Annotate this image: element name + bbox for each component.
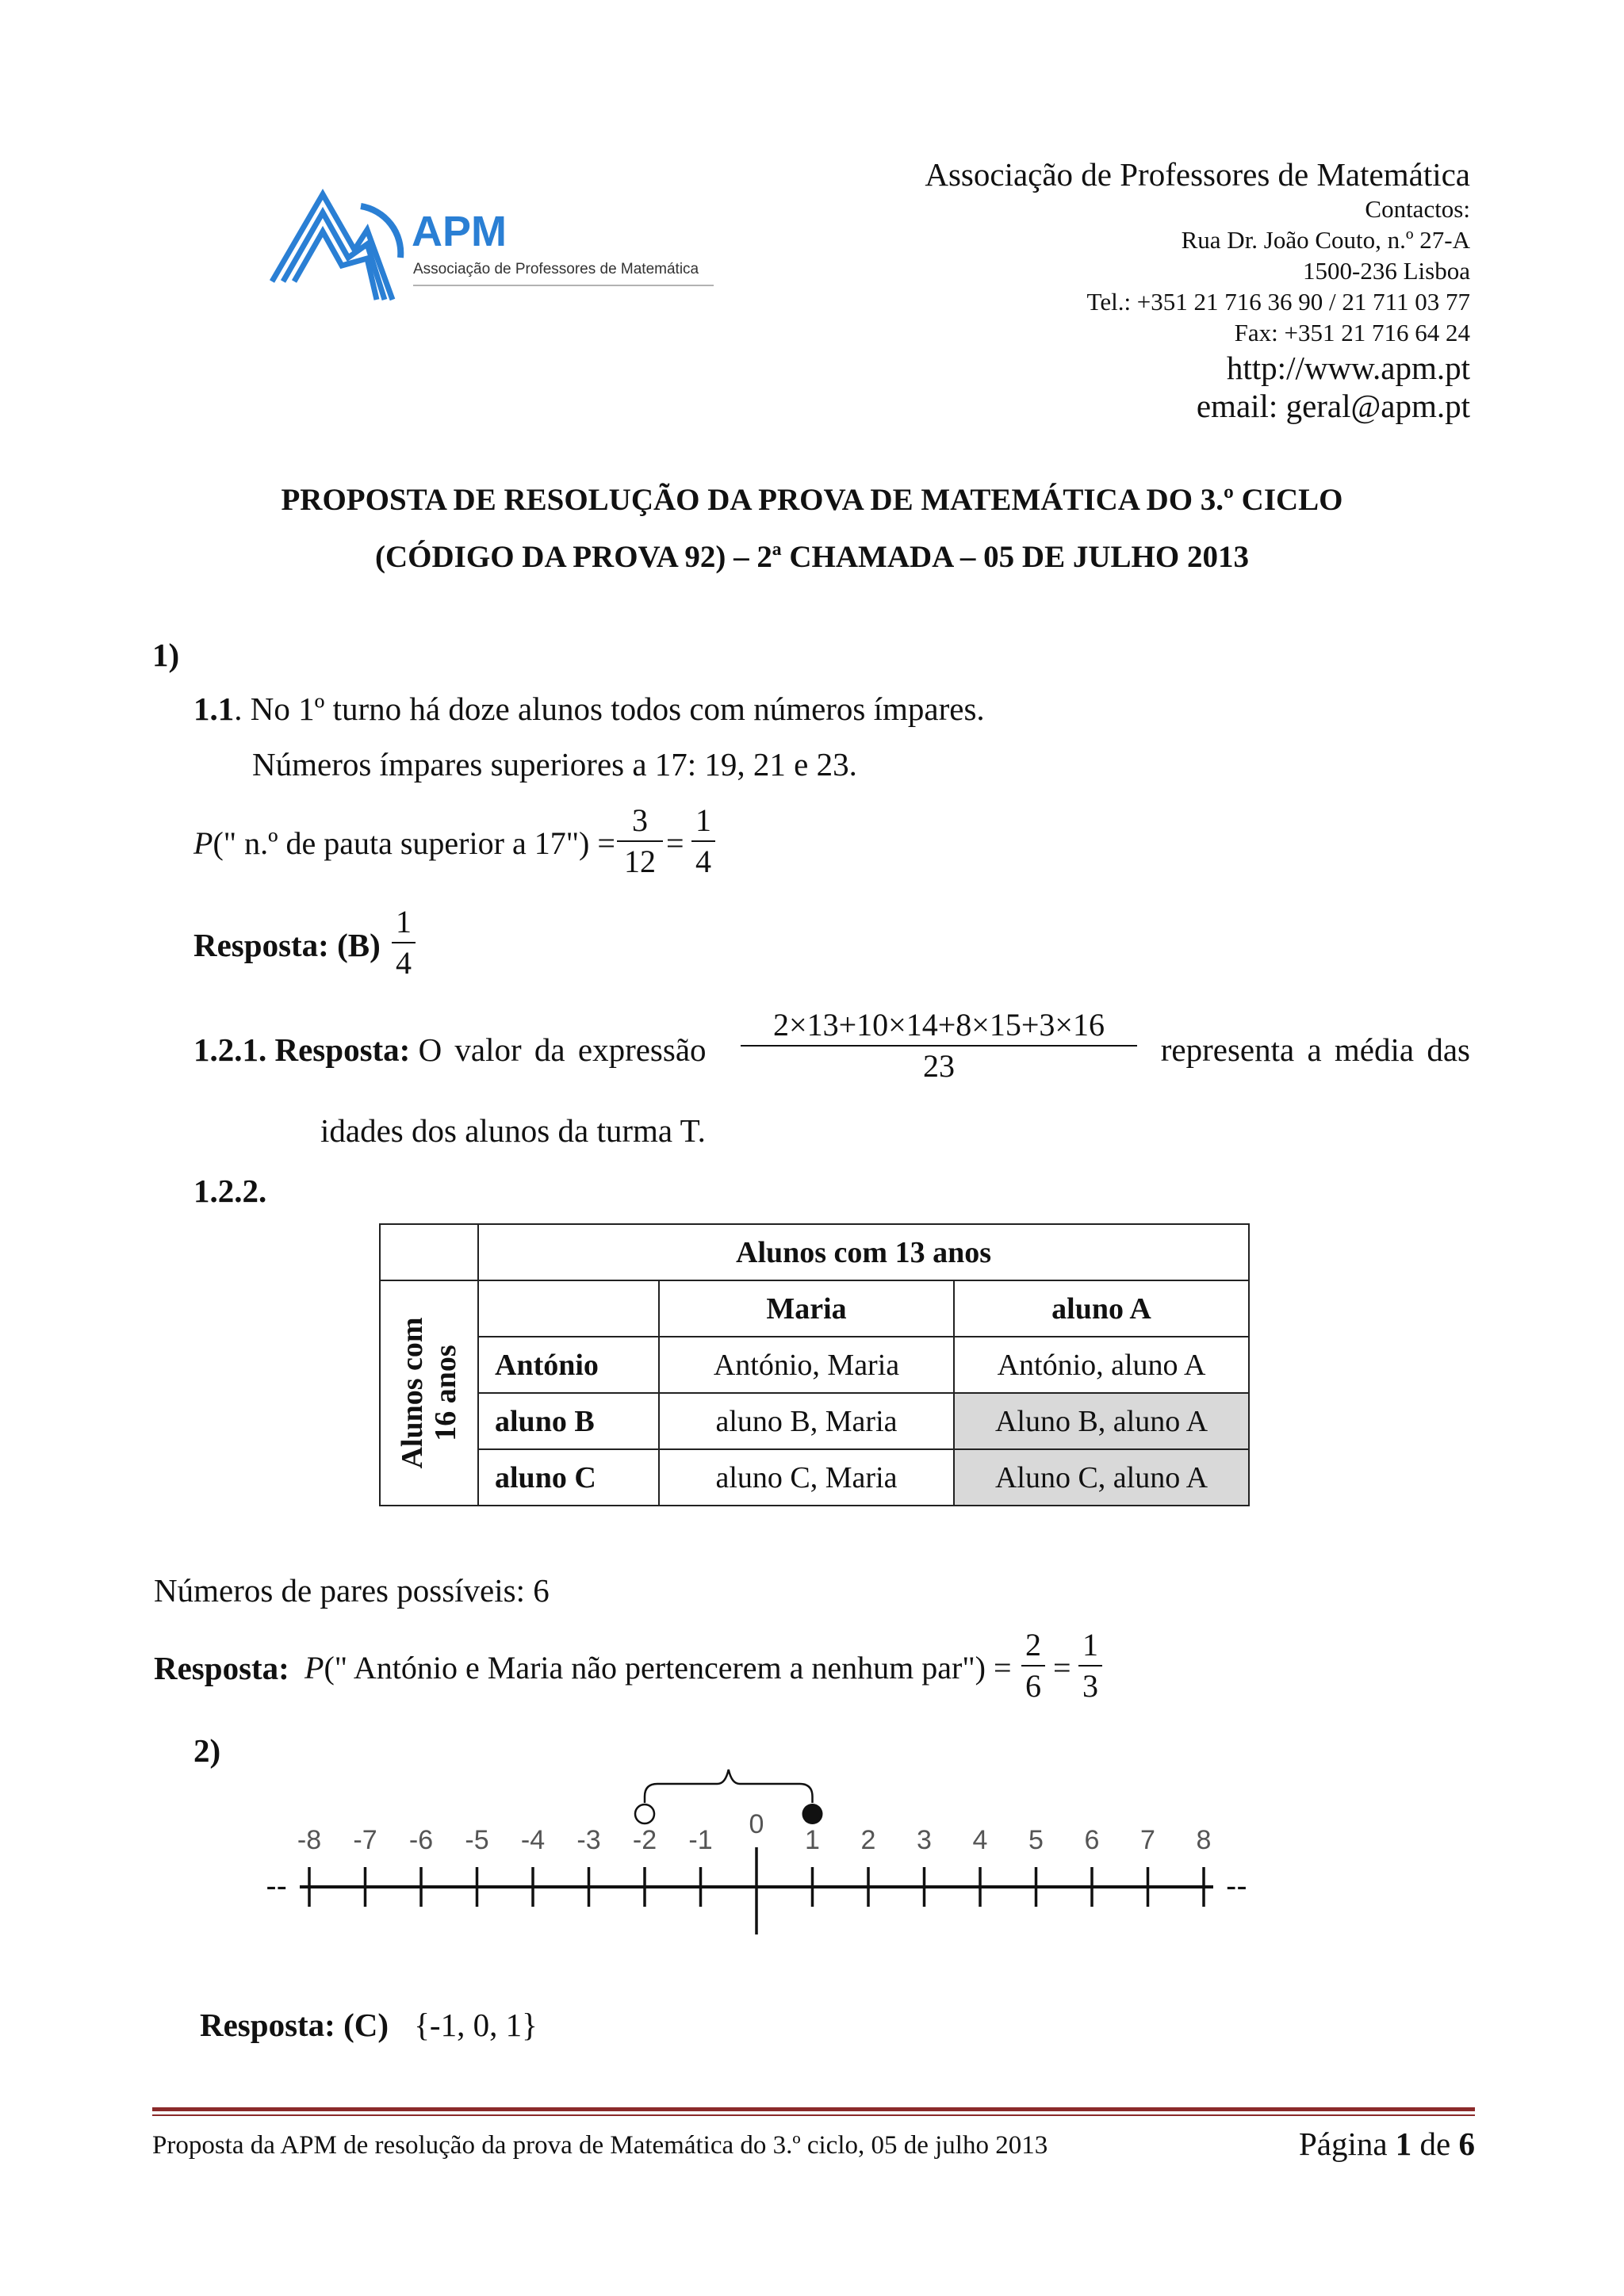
axis-dashes-left: -- bbox=[266, 1869, 287, 1904]
table-cell: António, aluno A bbox=[954, 1337, 1249, 1393]
frac-num: 1 bbox=[1082, 1627, 1098, 1663]
table-side-header bbox=[380, 1280, 478, 1506]
final-fraction-1 bbox=[1021, 1625, 1045, 1706]
q2-answer-label: Resposta: bbox=[200, 2007, 335, 2043]
row-header-antonio: António bbox=[478, 1337, 659, 1393]
tick-label: -3 bbox=[576, 1825, 601, 1855]
page-current: 1 bbox=[1395, 2126, 1412, 2162]
q1-1-statement: . No 1º turno há doze alunos todos com números ímpares. bbox=[234, 691, 985, 727]
q1-1-label: 1.1 bbox=[193, 691, 235, 727]
tick-label: -6 bbox=[408, 1825, 434, 1855]
tick-label: -8 bbox=[297, 1825, 322, 1855]
page-word: Página bbox=[1298, 2126, 1388, 2162]
tick-label: 7 bbox=[1140, 1825, 1155, 1855]
tick-label: 1 bbox=[805, 1825, 820, 1855]
tel: Tel.: +351 21 716 36 90 / 21 711 03 77 bbox=[1086, 288, 1470, 316]
number-line-svg bbox=[206, 1744, 1316, 1950]
org-name: Associação de Professores de Matemática bbox=[925, 156, 1470, 193]
contacts-label: Contactos: bbox=[1365, 195, 1470, 223]
answer-option: (B) bbox=[337, 927, 381, 963]
final-fraction-2 bbox=[1078, 1625, 1102, 1706]
frac-den: 12 bbox=[624, 844, 656, 879]
row-header-aluno-b: aluno B bbox=[478, 1393, 659, 1449]
footer-text: Proposta da APM de resolução da prova de Matemática do 3.º ciclo, 05 de julho 2013 bbox=[152, 2131, 1048, 2160]
q2-number: 2) bbox=[193, 1732, 221, 1769]
tick-label: 0 bbox=[749, 1809, 764, 1839]
q1-1-answer-fraction bbox=[392, 902, 416, 983]
page-number bbox=[1299, 2125, 1475, 2163]
footer-rule-thick bbox=[152, 2107, 1475, 2111]
tick-label: -2 bbox=[632, 1825, 657, 1855]
equals-sign: = bbox=[1053, 1650, 1071, 1686]
open-endpoint bbox=[635, 1804, 654, 1823]
tick-label: -7 bbox=[353, 1825, 377, 1855]
q1-2-1-label: 1.2.1. bbox=[193, 1031, 267, 1068]
footer-rule-thin bbox=[152, 2114, 1475, 2116]
q1-2-1-line2: idades dos alunos da turma T. bbox=[320, 1112, 706, 1149]
frac-den: 6 bbox=[1025, 1668, 1041, 1704]
equals-sign: = bbox=[666, 825, 684, 861]
q1-1-fraction-1 bbox=[617, 801, 663, 882]
tick-label: 8 bbox=[1196, 1825, 1212, 1855]
table-cell-shaded: Aluno B, aluno A bbox=[954, 1393, 1249, 1449]
final-p: P bbox=[304, 1650, 324, 1686]
q1-2-1-text: O valor da expressão bbox=[418, 1031, 707, 1068]
tick-label: -1 bbox=[688, 1825, 713, 1855]
tick-label: 4 bbox=[972, 1825, 988, 1855]
answer-label: Resposta: bbox=[193, 927, 329, 963]
q1-2-1-answer-label: Resposta: bbox=[274, 1031, 411, 1068]
page-subtitle: (CÓDIGO DA PROVA 92) – 2ª CHAMADA – 05 DE JULHO 2013 bbox=[375, 540, 1249, 574]
table-top-header: Alunos com 13 anos bbox=[478, 1224, 1249, 1280]
tick-label: 2 bbox=[860, 1825, 876, 1855]
frac-den: 23 bbox=[923, 1048, 955, 1084]
table-cell: aluno B, Maria bbox=[659, 1393, 954, 1449]
website-link[interactable]: http://www.apm.pt bbox=[1226, 350, 1470, 386]
fax: Fax: +351 21 716 64 24 bbox=[1234, 319, 1470, 346]
table-corner bbox=[380, 1224, 478, 1280]
prob-expr: (" n.º de pauta superior a 17") = bbox=[213, 825, 615, 861]
apm-logo bbox=[266, 182, 726, 309]
table-inner-corner bbox=[478, 1280, 659, 1337]
frac-num: 2×13+10×14+8×15+3×16 bbox=[773, 1007, 1105, 1043]
frac-den: 4 bbox=[695, 844, 711, 879]
final-answer-label: Resposta: bbox=[154, 1650, 289, 1686]
closed-endpoint bbox=[802, 1804, 823, 1824]
table-cell-shaded: Aluno C, aluno A bbox=[954, 1449, 1249, 1506]
prob-p: P bbox=[193, 825, 213, 861]
side-header-line-1: Alunos com bbox=[396, 1317, 429, 1469]
q1-2-1-line1 bbox=[193, 1031, 707, 1069]
frac-num: 1 bbox=[695, 802, 711, 838]
pairs-count: Números de pares possíveis: 6 bbox=[154, 1572, 550, 1609]
side-header-text bbox=[396, 1317, 462, 1468]
email-link[interactable]: email: geral@apm.pt bbox=[1196, 388, 1470, 424]
q1-2-2-label: 1.2.2. bbox=[193, 1173, 267, 1209]
frac-den: 4 bbox=[396, 945, 412, 981]
q1-2-1-text-2: representa a média das bbox=[1160, 1031, 1470, 1068]
q1-1-probability bbox=[193, 825, 615, 862]
side-header-line-2: 16 anos bbox=[429, 1345, 462, 1441]
logo-subtitle: Associação de Professores de Matemática bbox=[413, 261, 699, 277]
tick-label: 5 bbox=[1028, 1825, 1044, 1855]
tick-label: -5 bbox=[465, 1825, 489, 1855]
apm-logo-icon bbox=[266, 182, 726, 309]
table-cell: aluno C, Maria bbox=[659, 1449, 954, 1506]
q1-1-text bbox=[193, 690, 985, 728]
address-line-1: Rua Dr. João Couto, n.º 27-A bbox=[1181, 226, 1470, 254]
axis-dashes-right: -- bbox=[1226, 1869, 1247, 1904]
frac-num: 1 bbox=[396, 904, 412, 939]
q1-2-1-expression bbox=[741, 1005, 1137, 1086]
tick-label: -4 bbox=[520, 1825, 546, 1855]
number-line bbox=[206, 1744, 1316, 1950]
col-header-aluno-a: aluno A bbox=[954, 1280, 1249, 1337]
logo-text: APM bbox=[412, 208, 507, 255]
q1-number: 1) bbox=[152, 637, 180, 673]
q2-answer-set: {-1, 0, 1} bbox=[414, 2007, 538, 2043]
q2-answer bbox=[200, 2006, 538, 2044]
q1-1-fraction-2 bbox=[691, 801, 715, 882]
q1-1-line2: Números ímpares superiores a 17: 19, 21 e 23. bbox=[252, 746, 857, 783]
row-header-aluno-c: aluno C bbox=[478, 1449, 659, 1506]
page-title: PROPOSTA DE RESOLUÇÃO DA PROVA DE MATEMÁTICA DO 3.º CICLO bbox=[281, 483, 1343, 517]
page-of: de bbox=[1419, 2126, 1451, 2162]
frac-den: 3 bbox=[1082, 1668, 1098, 1704]
q2-answer-option: (C) bbox=[343, 2007, 389, 2043]
interval-brace bbox=[645, 1770, 813, 1803]
tick-label: 3 bbox=[917, 1825, 932, 1855]
pairs-table bbox=[379, 1223, 1250, 1506]
tick-label: 6 bbox=[1084, 1825, 1100, 1855]
table-cell: António, Maria bbox=[659, 1337, 954, 1393]
final-expr: (" António e Maria não pertencerem a nenhum par") = bbox=[324, 1650, 1012, 1686]
q1-1-answer bbox=[193, 926, 381, 964]
frac-num: 2 bbox=[1025, 1627, 1041, 1663]
frac-num: 3 bbox=[632, 802, 648, 838]
final-probability bbox=[304, 1649, 1012, 1686]
col-header-maria: Maria bbox=[659, 1280, 954, 1337]
address-line-2: 1500-236 Lisboa bbox=[1303, 257, 1470, 285]
page-total: 6 bbox=[1458, 2126, 1475, 2162]
